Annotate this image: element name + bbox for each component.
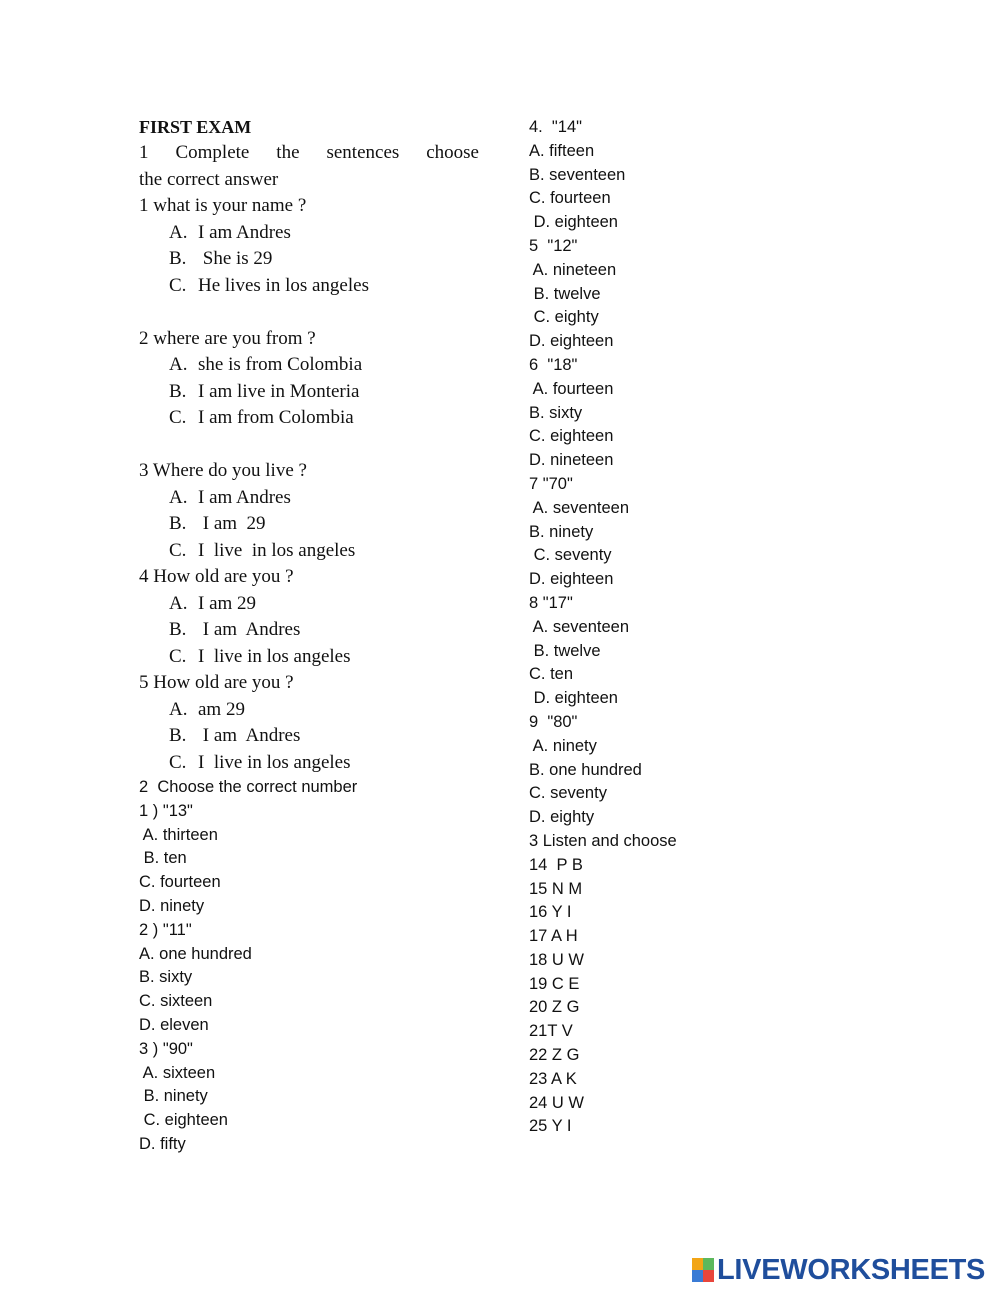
option-text: I am Andres	[198, 486, 291, 508]
exam-title: FIRST EXAM	[139, 117, 252, 137]
number-question-line: C. fourteen	[529, 189, 611, 208]
option-text: I am 29	[198, 592, 257, 614]
option-letter: A.	[169, 486, 188, 508]
listen-item: 22 Z G	[529, 1046, 580, 1065]
number-question-line: C. ten	[529, 665, 574, 684]
number-question-line: A. ninety	[529, 736, 597, 755]
number-question-line: D. eleven	[139, 1015, 209, 1034]
answer-option[interactable]	[139, 644, 479, 671]
listen-item: 14 P B	[529, 855, 583, 874]
logo-mark-tile	[703, 1270, 714, 1282]
listen-item: 25 Y I	[529, 1117, 572, 1136]
option-text: I am Andres	[198, 725, 301, 746]
spacer	[139, 432, 479, 459]
number-question-line: D. ninety	[139, 896, 205, 915]
option-text: I am 29	[198, 513, 266, 534]
option-letter: A.	[169, 354, 188, 375]
option-text: she is from Colombia	[198, 354, 363, 375]
part1-instruction-cont: the correct answer	[139, 168, 279, 190]
logo-mark-tile	[703, 1258, 714, 1270]
answer-option[interactable]	[139, 697, 479, 724]
number-question-line: A. fifteen	[529, 141, 595, 160]
answer-option[interactable]	[139, 511, 479, 538]
option-text: I live in los angeles	[198, 539, 356, 561]
number-question-line: D. eighteen	[529, 332, 614, 351]
answer-option[interactable]	[139, 485, 479, 512]
option-letter: A.	[169, 698, 188, 720]
option-letter: A.	[169, 592, 188, 614]
number-question-line: 9 "80"	[529, 712, 578, 731]
listen-item: 19 C E	[529, 974, 580, 993]
part2-right-list	[529, 116, 829, 830]
number-question-line: 3 ) "90"	[139, 1039, 193, 1058]
option-letter: C.	[169, 274, 187, 296]
number-question-line: B. sixty	[529, 403, 583, 422]
number-question-line: D. fifty	[139, 1134, 186, 1153]
number-question-line: A. one hundred	[139, 944, 252, 963]
logo-mark-tile	[692, 1270, 703, 1282]
answer-option[interactable]	[139, 352, 479, 379]
option-letter: B.	[169, 248, 187, 269]
number-question-line: C. sixteen	[139, 992, 213, 1011]
answer-option[interactable]	[139, 379, 479, 406]
answer-option[interactable]	[139, 750, 479, 777]
number-question-line: A. seventeen	[529, 498, 629, 517]
option-text: I am live in Monteria	[198, 380, 360, 402]
number-question-line: A. seventeen	[529, 617, 629, 636]
option-letter: C.	[169, 751, 187, 773]
option-text: I am Andres	[198, 619, 301, 640]
number-question-line: D. eighteen	[529, 570, 614, 589]
number-question-line: D. nineteen	[529, 451, 614, 470]
option-letter: B.	[169, 513, 187, 534]
number-question-line: B. twelve	[529, 284, 601, 303]
spacer	[139, 299, 479, 326]
option-letter: C.	[169, 645, 187, 667]
listen-item: 17 A H	[529, 927, 578, 946]
listen-item: 24 U W	[529, 1093, 585, 1112]
number-question-line: 5 "12"	[529, 236, 578, 255]
number-question-line: D. eighteen	[529, 689, 618, 708]
question-text: 2 where are you from ?	[139, 327, 316, 349]
option-text: I am Andres	[198, 221, 291, 243]
number-question-line: 2 ) "11"	[139, 920, 192, 939]
option-text: He lives in los angeles	[198, 274, 369, 296]
number-question-line: A. nineteen	[529, 260, 617, 279]
option-text: I am from Colombia	[198, 407, 354, 428]
option-text: am 29	[198, 698, 245, 720]
listen-item: 21T V	[529, 1022, 573, 1041]
number-question-line: D. eighty	[529, 808, 595, 827]
number-question-line: A. fourteen	[529, 379, 614, 398]
part1-instruction: 1 Complete the sentences choose	[139, 142, 479, 163]
number-question-line: B. sixty	[139, 968, 193, 987]
listen-item: 15 N M	[529, 879, 583, 898]
right-column	[529, 116, 829, 1139]
option-text: She is 29	[198, 248, 273, 269]
number-question-line: 1 ) "13"	[139, 801, 193, 820]
number-question-line: B. ninety	[139, 1087, 208, 1106]
option-letter: B.	[169, 619, 187, 640]
answer-option[interactable]	[139, 246, 479, 273]
number-question-line: B. ten	[139, 849, 187, 868]
number-question-line: 7 "70"	[529, 474, 573, 493]
brand-name: LIVEWORKSHEETS	[717, 1253, 986, 1286]
answer-option[interactable]	[139, 538, 479, 565]
number-question-line: 4. "14"	[529, 118, 582, 136]
part1-questions	[139, 193, 479, 776]
answer-option[interactable]	[139, 273, 479, 300]
logo-mark-icon	[692, 1258, 714, 1282]
left-column	[139, 114, 479, 1157]
number-question-line: A. thirteen	[139, 825, 218, 844]
question-text: 1 what is your name ?	[139, 195, 307, 216]
number-question-line: C. fourteen	[139, 873, 221, 892]
option-letter: B.	[169, 380, 187, 402]
listen-item: 16 Y I	[529, 903, 572, 922]
part2-left-list	[139, 800, 479, 1157]
part3-instruction: 3 Listen and choose	[529, 831, 677, 850]
number-question-line: 6 "18"	[529, 355, 578, 374]
question-text: 4 How old are you ?	[139, 566, 294, 587]
question-text: 5 How old are you ?	[139, 672, 294, 693]
number-question-line: D. eighteen	[529, 213, 618, 232]
option-text: I live in los angeles	[198, 751, 351, 773]
number-question-line: C. eighteen	[529, 427, 614, 446]
answer-option[interactable]	[139, 617, 479, 644]
part3-list	[529, 854, 829, 1140]
number-question-line: C. seventy	[529, 546, 612, 565]
number-question-line: C. eighteen	[139, 1111, 228, 1130]
answer-option[interactable]	[139, 405, 479, 432]
part2-instruction: 2 Choose the correct number	[139, 778, 358, 796]
option-letter: A.	[169, 221, 188, 243]
answer-option[interactable]	[139, 591, 479, 618]
liveworksheets-logo	[692, 1253, 985, 1287]
number-question-line: 8 "17"	[529, 593, 573, 612]
number-question-line: B. seventeen	[529, 165, 626, 184]
number-question-line: B. one hundred	[529, 760, 642, 779]
number-question-line: B. twelve	[529, 641, 601, 660]
option-letter: C.	[169, 539, 187, 561]
answer-option[interactable]	[139, 220, 479, 247]
option-letter: C.	[169, 407, 187, 428]
option-text: I live in los angeles	[198, 645, 351, 667]
number-question-line: B. ninety	[529, 522, 594, 541]
listen-item: 23 A K	[529, 1069, 577, 1088]
number-question-line: A. sixteen	[139, 1063, 216, 1082]
option-letter: B.	[169, 725, 187, 746]
listen-item: 20 Z G	[529, 998, 580, 1017]
answer-option[interactable]	[139, 723, 479, 750]
logo-mark-tile	[692, 1258, 703, 1270]
question-text: 3 Where do you live ?	[139, 460, 307, 481]
number-question-line: C. seventy	[529, 784, 607, 803]
number-question-line: C. eighty	[529, 308, 599, 327]
listen-item: 18 U W	[529, 950, 585, 969]
